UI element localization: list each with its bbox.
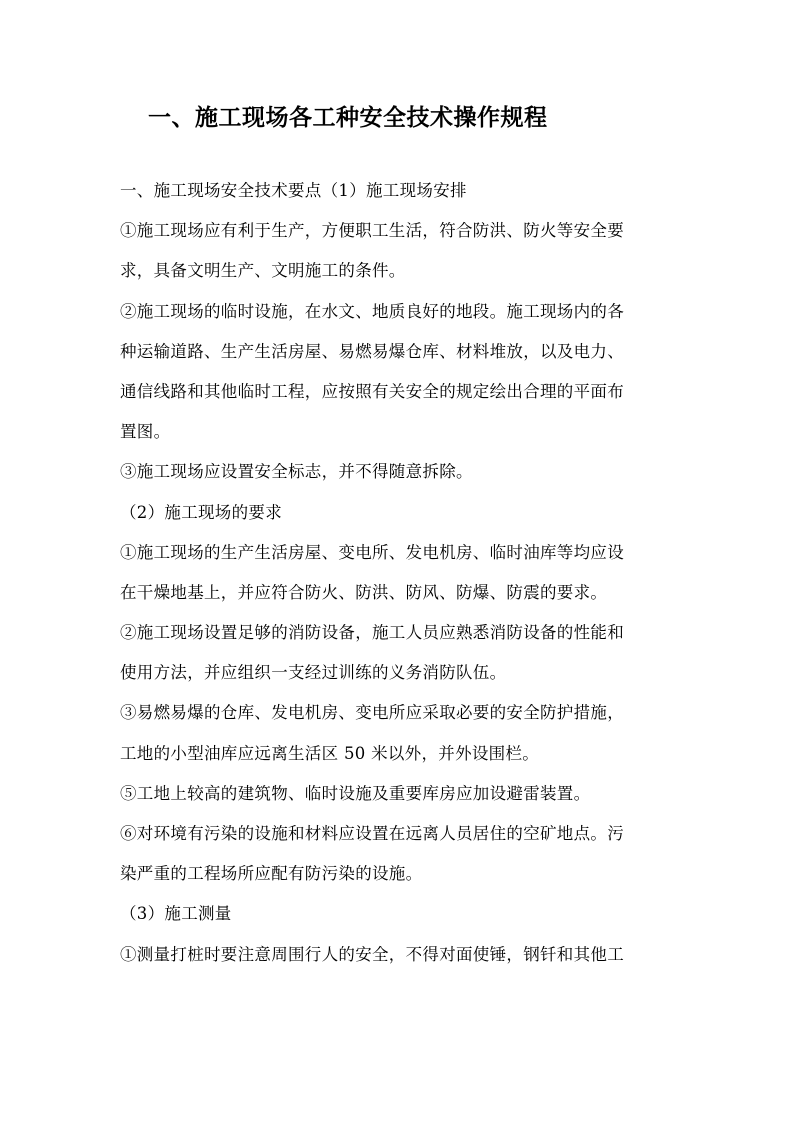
text-line: ⑥对环境有污染的设施和材料应设置在远离人员居住的空矿地点。污 <box>120 824 624 843</box>
text-line: ③易燃易爆的仓库、发电机房、变电所应采取必要的安全防护措施， <box>120 703 624 723</box>
text-line: （2）施工现场的要求 <box>120 502 282 522</box>
text-line: 置图。 <box>120 422 171 442</box>
text-line: （3）施工测量 <box>120 904 232 924</box>
text-line: ②施工现场设置足够的消防设备，施工人员应熟悉消防设备的性能和 <box>120 623 624 643</box>
text-line: 种运输道路、生产生活房屋、易燃易爆仓库、材料堆放，以及电力、 <box>120 341 624 361</box>
text-line: ①施工现场的生产生活房屋、变电所、发电机房、临时油库等均应设 <box>120 542 624 562</box>
text-line: 使用方法，并应组织一支经过训练的义务消防队伍。 <box>120 663 507 683</box>
text-line: ①测量打桩时要注意周围行人的安全，不得对面使锤，钢钎和其他工 <box>120 944 624 964</box>
text-line: ①施工现场应有利于生产，方便职工生活，符合防洪、防火等安全要 <box>120 221 624 241</box>
page-title: 一、施工现场各工种安全技术操作规程 <box>148 104 548 131</box>
text-line: 求，具备文明生产、文明施工的条件。 <box>120 261 406 281</box>
text-line: ②施工现场的临时设施，在水文、地质良好的地段。施工现场内的各 <box>120 301 624 321</box>
text-line: 一、施工现场安全技术要点（1）施工现场安排 <box>120 181 467 200</box>
document-body <box>120 175 690 979</box>
text-line: ⑤工地上较高的建筑物、临时设施及重要库房应加设避雷装置。 <box>120 783 591 803</box>
text-line: 在干燥地基上，并应符合防火、防洪、防风、防爆、防震的要求。 <box>120 582 608 602</box>
text-line: 染严重的工程场所应配有防污染的设施。 <box>120 864 423 884</box>
text-line: 工地的小型油库应远离生活区 50 米以外，并外设围栏。 <box>120 743 540 763</box>
text-line: ③施工现场应设置安全标志，并不得随意拆除。 <box>120 462 473 482</box>
text-line: 通信线路和其他临时工程，应按照有关安全的规定绘出合理的平面布 <box>120 381 624 401</box>
